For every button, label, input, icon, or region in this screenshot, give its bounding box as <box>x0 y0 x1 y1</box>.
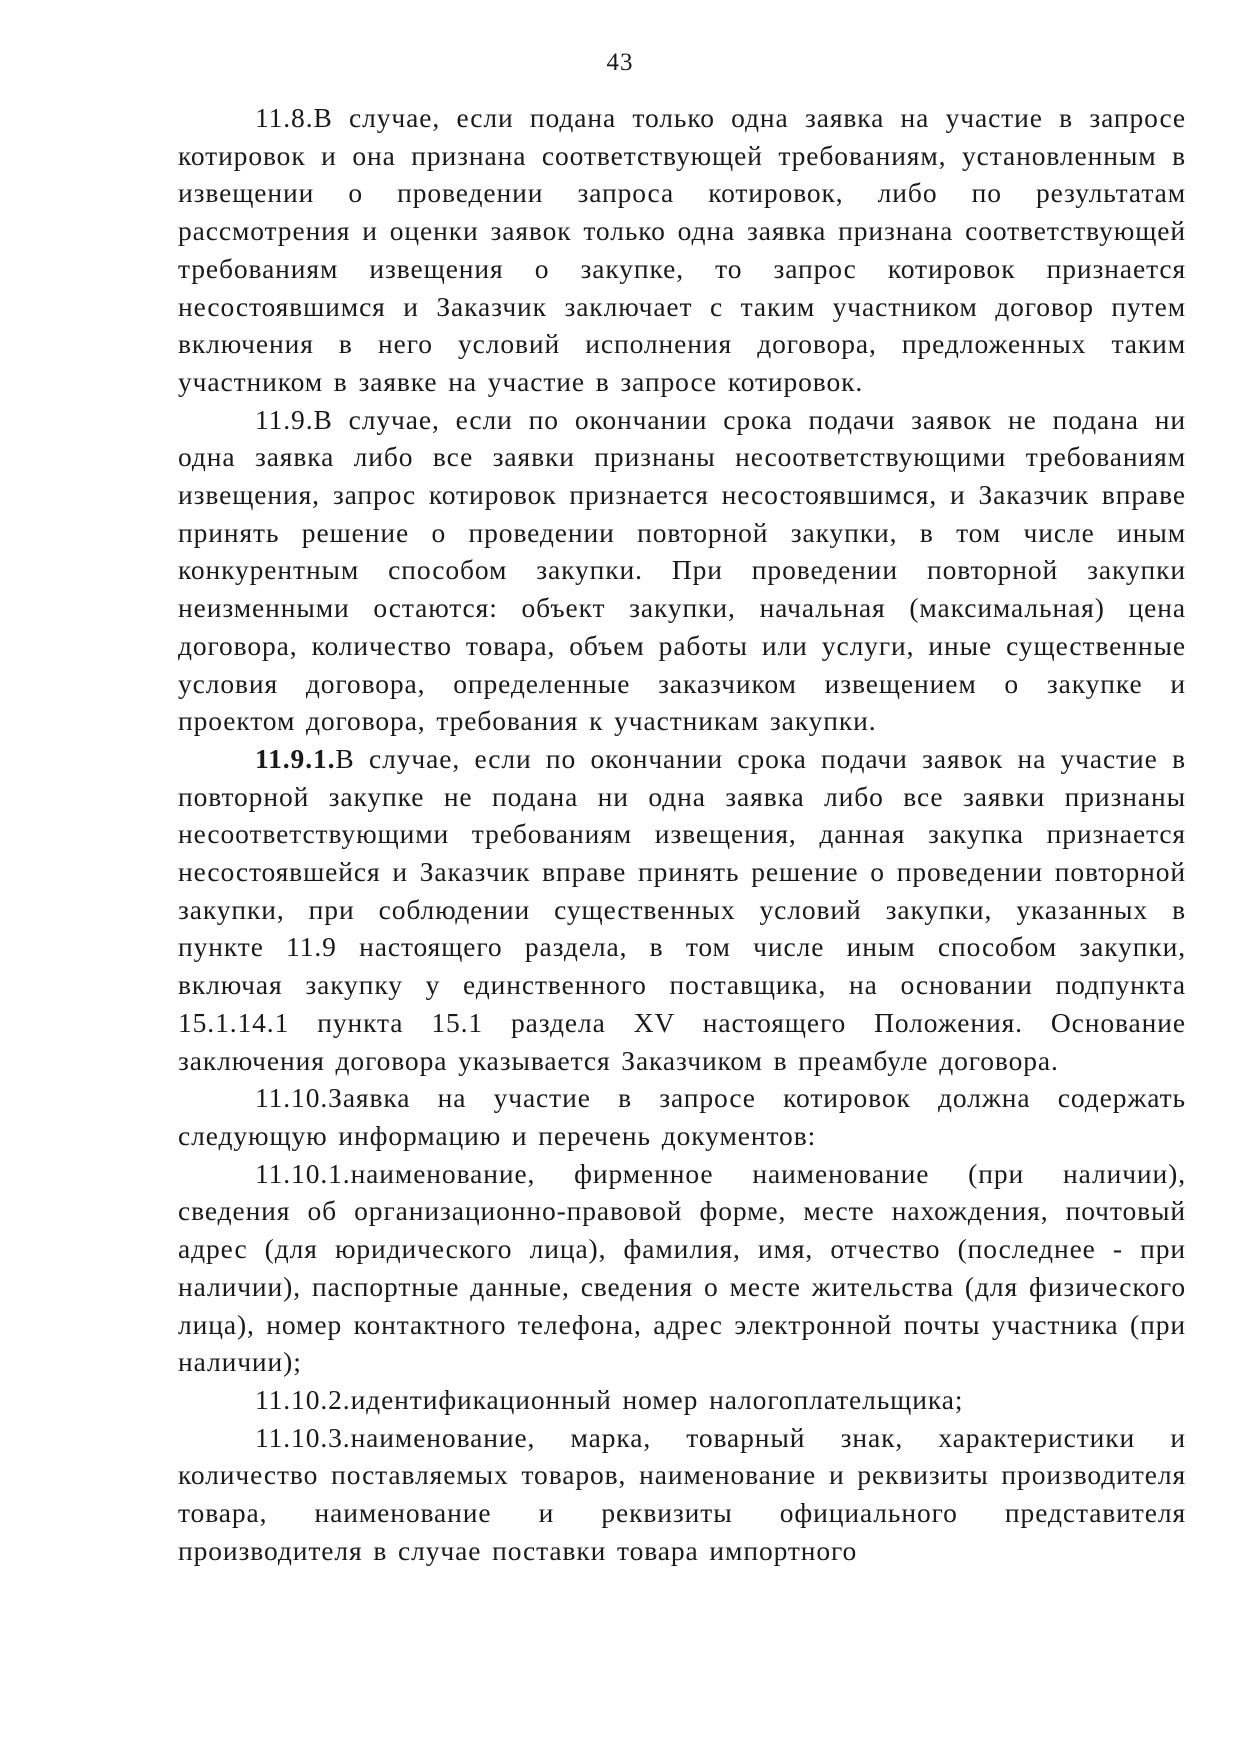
paragraph-11-10-2 <box>178 1381 1186 1419</box>
clause-text: В случае, если подана только одна заявка на участие в запросе котировок и она признана соответствующей требованиям, установленным в извещении о проведении запроса котировок, либо по результатам рассмотрения и оценки заявок только одна заявка признана соответствующей требованиям извещения о закупке, то запрос котировок признается несостоявшимся и Заказчик заключает с таким участником договор путем включения в него условий исполнения договора, предложенных таким участником в заявке на участие в запросе котировок. <box>178 102 1186 397</box>
paragraph-11-10 <box>178 1079 1186 1154</box>
clause-text: В случае, если по окончании срока подачи заявок на участие в повторной закупке не подана ни одна заявка либо все заявки признаны несоответствующими требованиям извещения, данная закупка признается несостоявшейся и Заказчик вправе принять решение о проведении повторной закупки, при соблюдении существенных условий закупки, указанных в пункте 11.9 настоящего раздела, в том числе иным способом закупки, включая закупку у единственного поставщика, на основании подпункта 15.1.14.1 пункта 15.1 раздела XV настоящего Положения. Основание заключения договора указывается Заказчиком в преамбуле договора. <box>178 742 1186 1076</box>
paragraph-11-10-3 <box>178 1419 1186 1570</box>
clause-number: 11.10.2. <box>255 1383 351 1415</box>
paragraph-11-10-1 <box>178 1155 1186 1381</box>
clause-number: 11.10. <box>255 1082 329 1114</box>
page-number: 43 <box>606 49 634 76</box>
document-body <box>178 99 1186 1569</box>
clause-number: 11.10.1. <box>255 1157 351 1189</box>
clause-number: 11.9. <box>255 403 314 435</box>
clause-number: 11.9.1. <box>255 742 336 774</box>
clause-text: Заявка на участие в запросе котировок должна содержать следующую информацию и перечень документов: <box>178 1082 1186 1151</box>
paragraph-11-9 <box>178 401 1186 740</box>
clause-number: 11.10.3. <box>255 1421 351 1453</box>
paragraph-11-9-1 <box>178 740 1186 1079</box>
paragraph-11-8 <box>178 99 1186 401</box>
clause-text: наименование, фирменное наименование (при наличии), сведения об организационно-правовой форме, месте нахождения, почтовый адрес (для юридического лица), фамилия, имя, отчество (последнее - при наличии), паспортные данные, сведения о месте жительства (для физического лица), номер контактного телефона, адрес электронной почты участника (при наличии); <box>178 1157 1186 1378</box>
clause-text: идентификационный номер налогоплательщика; <box>350 1383 964 1415</box>
clause-number: 11.8. <box>255 102 314 133</box>
clause-text: наименование, марка, товарный знак, характеристики и количество поставляемых товаров, наименование и реквизиты производителя товара, наименование и реквизиты официального представителя производителя в случае поставки товара импортного <box>178 1421 1186 1566</box>
clause-text: В случае, если по окончании срока подачи заявок не подана ни одна заявка либо все заявки признаны несоответствующими требованиям извещения, запрос котировок признается несостоявшимся, и Заказчик вправе принять решение о проведении повторной закупки, в том числе иным конкурентным способом закупки. При проведении повторной закупки неизменными остаются: объект закупки, начальная (максимальная) цена договора, количество товара, объем работы или услуги, иные существенные условия договора, определенные заказчиком извещением о закупке и проектом договора, требования к участникам закупки. <box>178 403 1186 737</box>
